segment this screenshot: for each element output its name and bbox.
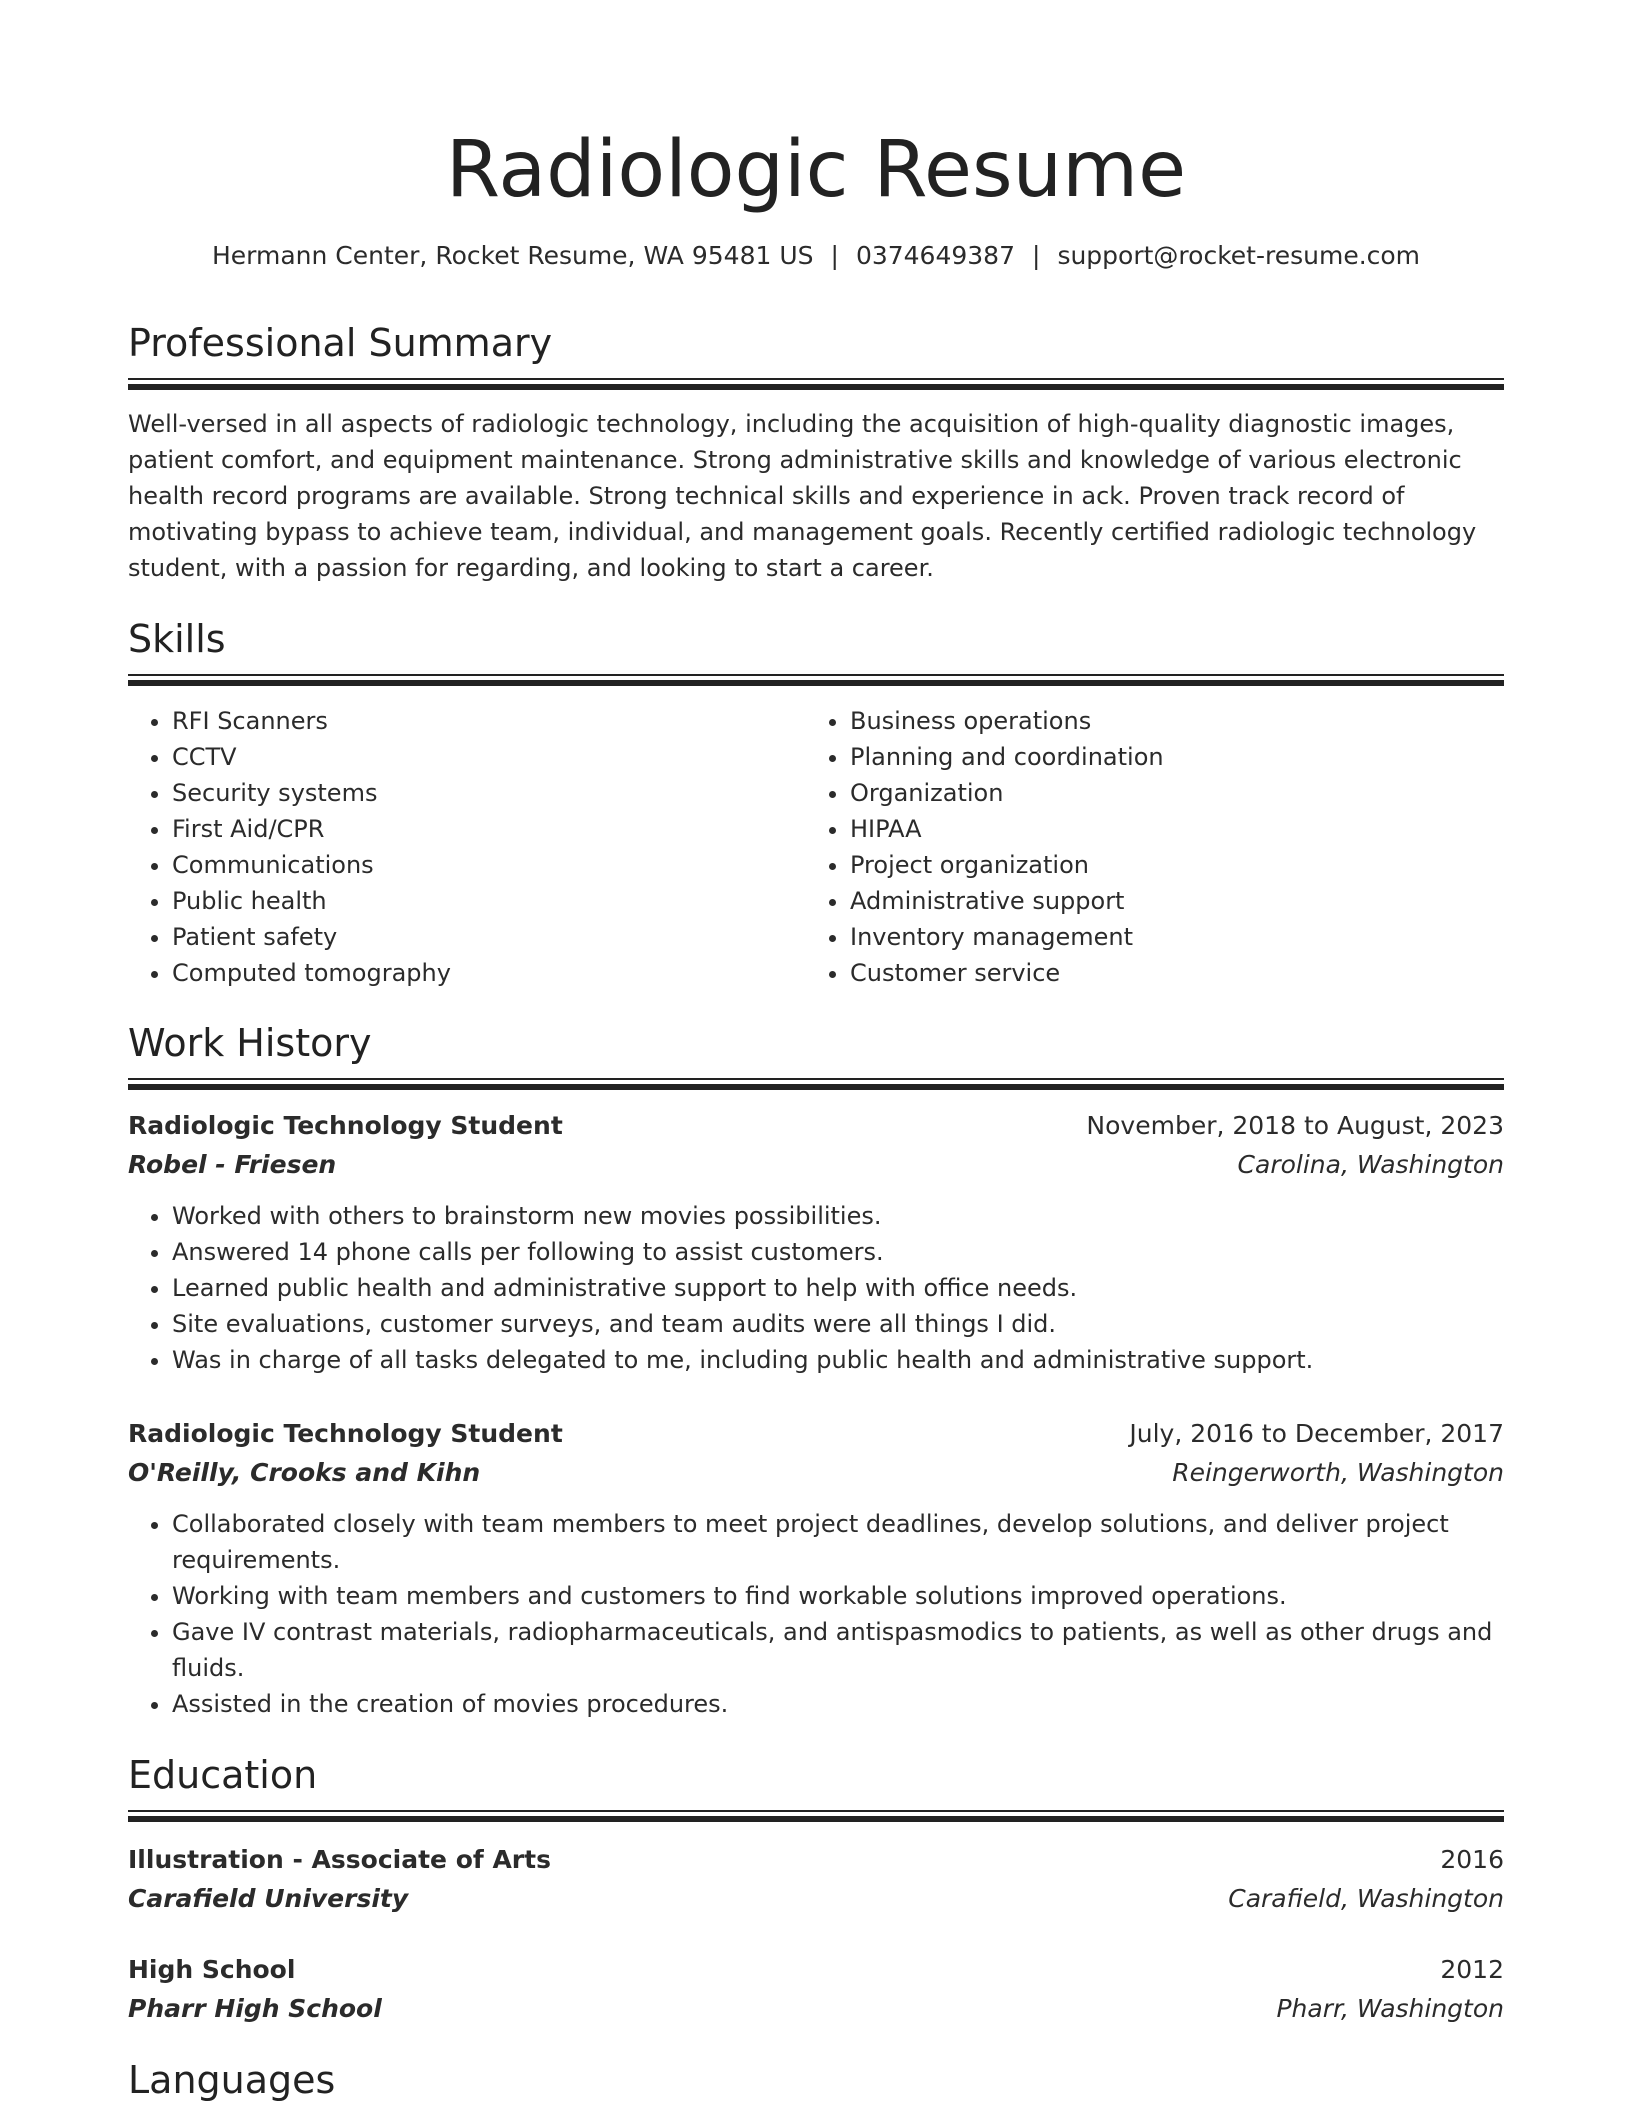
education-header-row: [128, 1950, 1504, 1990]
skills-divider: [128, 674, 1504, 686]
job-bullet: • Collaborated closely with team members to meet project deadlines, develop solutions, and deliver project requirements.: [172, 1506, 1504, 1578]
job-bullets: [128, 1506, 1504, 1722]
education-school: Carafield University: [128, 1884, 409, 1913]
education-location: Carafield, Washington: [1228, 1884, 1504, 1913]
job-bullet: • Assisted in the creation of movies procedures.: [172, 1686, 1504, 1722]
skills-left-list: [128, 703, 768, 991]
education-school: Pharr High School: [128, 1994, 382, 2023]
skill-item: • HIPAA: [850, 811, 1446, 847]
job-bullet: • Working with team members and customers to find workable solutions improved operations.: [172, 1578, 1504, 1614]
education-location: Pharr, Washington: [1276, 1994, 1504, 2023]
education-heading: Education: [128, 1753, 318, 1797]
job-location: Reingerworth, Washington: [1172, 1458, 1504, 1487]
job-company-row: [128, 1146, 1504, 1184]
job-bullets: [128, 1198, 1504, 1378]
work-divider: [128, 1078, 1504, 1090]
job-title: Radiologic Technology Student: [128, 1111, 563, 1140]
education-divider: [128, 1810, 1504, 1822]
contact-address: Hermann Center, Rocket Resume, WA 95481 US: [211, 241, 814, 270]
job-company: Robel - Friesen: [128, 1150, 337, 1179]
contact-email: support@rocket-resume.com: [1057, 241, 1421, 270]
job-title: Radiologic Technology Student: [128, 1419, 563, 1448]
job-bullet: • Site evaluations, customer surveys, and team audits were all things I did.: [172, 1306, 1504, 1342]
education-school-row: [128, 1880, 1504, 1918]
summary-divider: [128, 378, 1504, 390]
education-degree: Illustration - Associate of Arts: [128, 1845, 551, 1874]
skills-right-column: [806, 703, 1446, 991]
education-school-row: [128, 1990, 1504, 2028]
job-bullet: • Worked with others to brainstorm new movies possibilities.: [172, 1198, 1504, 1234]
skills-left-column: [128, 703, 768, 991]
skills-right-list: [806, 703, 1446, 991]
summary-text: Well-versed in all aspects of radiologic technology, including the acquisition of high-quality diagnostic images, patient comfort, and equipment maintenance. Strong administrative skills and knowledge of various electronic health record programs are available. Strong technical skills and experience in ack. Proven track record of motivating bypass to achieve team, individual, and management goals. Recently certified radiologic technology student, with a passion for regarding, and looking to start a career.: [128, 410, 1477, 582]
job-bullet: • Gave IV contrast materials, radiopharmaceuticals, and antispasmodics to patients, as well as other drugs and fluids.: [172, 1614, 1504, 1686]
education-degree: High School: [128, 1955, 296, 1984]
skill-item: • Public health: [172, 883, 768, 919]
job-header-row: [128, 1414, 1504, 1454]
resume-title: Radiologic Resume: [445, 125, 1187, 215]
skill-item: • Customer service: [850, 955, 1446, 991]
skill-item: • Computed tomography: [172, 955, 768, 991]
summary-heading: Professional Summary: [128, 321, 553, 365]
skill-item: • CCTV: [172, 739, 768, 775]
languages-heading: Languages: [128, 2058, 336, 2102]
skill-item: • Project organization: [850, 847, 1446, 883]
job-entry: [128, 1414, 1504, 1722]
education-year: 2016: [1440, 1845, 1504, 1874]
skill-item: • Organization: [850, 775, 1446, 811]
education-entry: [128, 1840, 1504, 1918]
skill-item: • First Aid/CPR: [172, 811, 768, 847]
contact-separator: |: [830, 241, 839, 270]
education-entry: [128, 1950, 1504, 2028]
job-dates: November, 2018 to August, 2023: [1086, 1111, 1504, 1140]
job-header-row: [128, 1106, 1504, 1146]
skill-item: • RFI Scanners: [172, 703, 768, 739]
skill-item: • Administrative support: [850, 883, 1446, 919]
job-company: O'Reilly, Crooks and Kihn: [128, 1458, 481, 1487]
contact-phone: 0374649387: [855, 241, 1015, 270]
education-year: 2012: [1440, 1955, 1504, 1984]
skill-item: • Communications: [172, 847, 768, 883]
skills-heading: Skills: [128, 617, 226, 661]
skill-item: • Patient safety: [172, 919, 768, 955]
job-bullet: • Learned public health and administrative support to help with office needs.: [172, 1270, 1504, 1306]
job-location: Carolina, Washington: [1237, 1150, 1504, 1179]
skill-item: • Business operations: [850, 703, 1446, 739]
job-dates: July, 2016 to December, 2017: [1129, 1419, 1504, 1448]
job-bullet: • Was in charge of all tasks delegated to me, including public health and administrative support.: [172, 1342, 1504, 1378]
work-heading: Work History: [128, 1021, 372, 1065]
skill-item: • Inventory management: [850, 919, 1446, 955]
job-bullet: • Answered 14 phone calls per following to assist customers.: [172, 1234, 1504, 1270]
job-entry: [128, 1106, 1504, 1378]
job-company-row: [128, 1454, 1504, 1492]
skill-item: • Security systems: [172, 775, 768, 811]
education-header-row: [128, 1840, 1504, 1880]
skill-item: • Planning and coordination: [850, 739, 1446, 775]
contact-line: [128, 238, 1504, 274]
contact-separator: |: [1032, 241, 1041, 270]
